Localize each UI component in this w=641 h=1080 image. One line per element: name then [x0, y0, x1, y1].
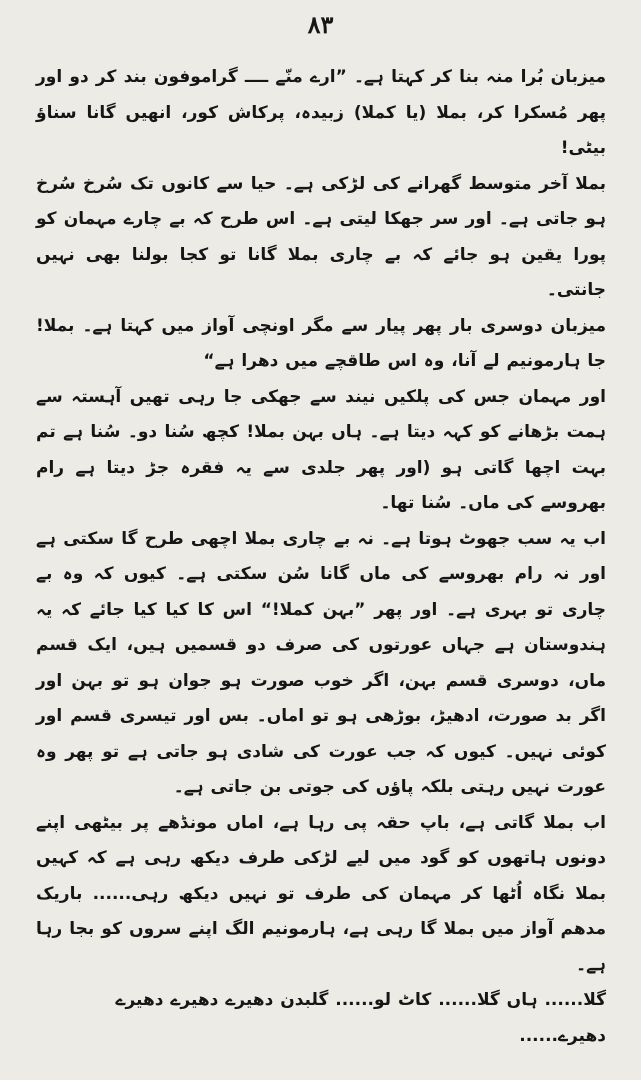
- paragraph-3: میزبان دوسری بار پھر پیار سے مگر اونچی آواز میں کہتا ہے۔ بملا! جا ہارمونیم لے آنا، وہ اس طاقچے میں دھرا ہے“: [36, 315, 606, 371]
- page-text: [36, 60, 606, 1054]
- paragraph-1: میزبان بُرا منہ بنا کر کہتا ہے۔ ”ارے منّے ــــ گراموفون بند کر دو اور پھر مُسکرا کر، بملا (یا کملا) زبیدہ، پرکاش کور، انھیں گانا سناؤ بیٹی!: [36, 67, 606, 158]
- paragraph-4: اور مہمان جس کی پلکیں نیند سے جھکی جا رہی تھیں آہستہ سے ہمت بڑھانے کو کہہ دیتا ہے۔ ہاں بہن بملا! کچھ سُنا دو۔ سُنا ہے تم بہت اچھا گاتی ہو (اور پھر جلدی سے یہ فقرہ جڑ دیتا ہے رام بھروسے کی ماں۔ سُنا تھا۔: [36, 386, 606, 513]
- paragraph-6: اب بملا گاتی ہے، باپ حقہ پی رہا ہے، اماں مونڈھے پر بیٹھی اپنے دونوں ہاتھوں کو گود میں لیے لڑکی طرف دیکھ رہی ہے کہ کہیں بملا نگاہ اُٹھا کر مہمان کی طرف تو نہیں دیکھ رہی...... باریک مدھم آواز میں بملا گا رہی ہے، ہارمونیم الگ اپنے سروں کو بجا رہا ہے۔: [36, 812, 606, 975]
- paragraph-7: گلا...... ہاں گلا...... کاٹ لو...... گلبدن دھیرے دھیرے دھیرے دھیرے......: [115, 990, 606, 1046]
- paragraph-2: بملا آخر متوسط گھرانے کی لڑکی ہے۔ حیا سے کانوں تک سُرخ سُرخ ہو جاتی ہے۔ اور سر جھکا لیتی ہے۔ اس طرح کہ بے چارے مہمان کو پورا یقین ہو جائے کہ بے چاری بملا گانا تو کجا بولنا بھی نہیں جانتی۔: [36, 173, 606, 300]
- page-number: ۸۳: [307, 10, 334, 39]
- paragraph-5: اب یہ سب جھوٹ ہوتا ہے۔ نہ بے چاری بملا اچھی طرح گا سکتی ہے اور نہ رام بھروسے کی ماں گانا سُن سکتی ہے۔ کیوں کہ وہ بے چاری تو بہری ہے۔ اور پھر ”بہن کملا!“ اس کا کیا کیا جائے کہ یہ ہندوستان ہے جہاں عورتوں کی صرف دو قسمیں ہیں، ایک قسم ماں، دوسری قسم بہن، اگر خوب صورت ہو جوان ہو تو بہن اور اگر بد صورت، ادھیڑ، بوڑھی ہو تو اماں۔ بس اور تیسری قسم اور کوئی نہیں۔ کیوں کہ جب عورت کی شادی ہو جاتی ہے تو پھر وہ عورت نہیں رہتی بلکہ پاؤں کی جوتی بن جاتی ہے۔: [36, 528, 606, 797]
